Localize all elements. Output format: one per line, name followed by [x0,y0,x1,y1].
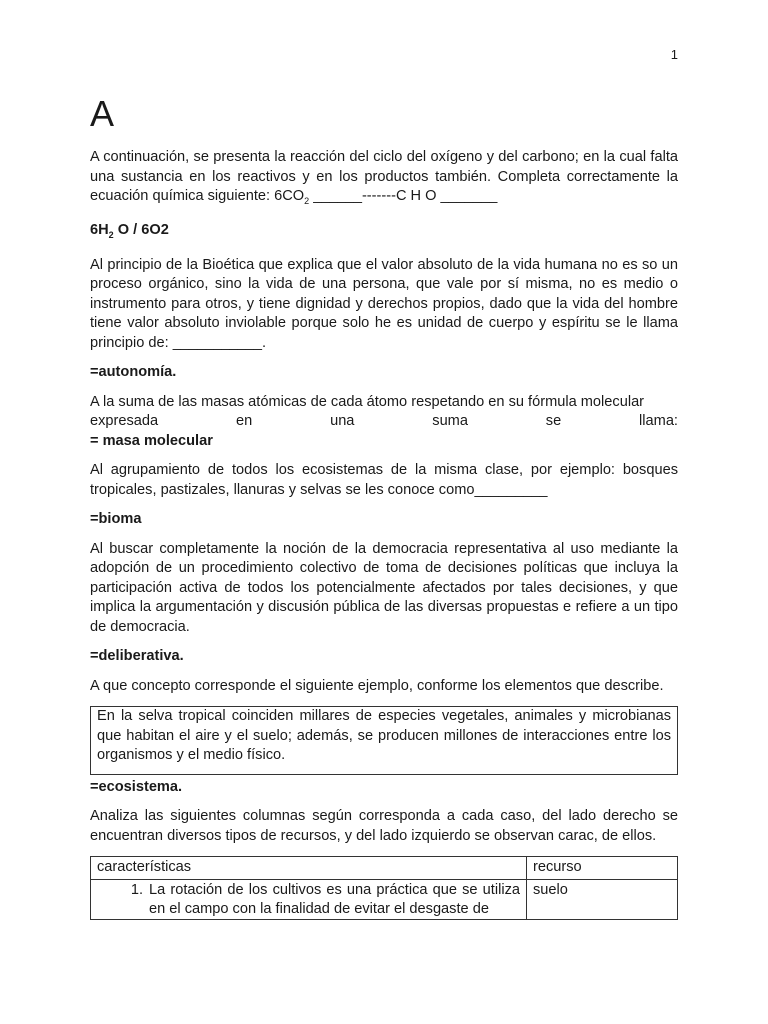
answer-6: =ecosistema. [90,778,183,795]
example-box [90,706,678,775]
answer-1-subscript: 2 [108,230,114,241]
table-header-row [91,857,678,880]
answer-1-part: 6H [90,222,109,239]
question-6: A que concepto corresponde el siguiente ejemplo, conforme los elementos que describe. [90,677,664,694]
answer-3: = masa molecular [90,432,213,449]
example-box-text: En la selva tropical coinciden millares de especies vegetales, animales y microbianas que habitan el aire y el suelo; además, se producen millones de interacciones entre los organismos y el medio físico. [97,708,671,764]
header-characteristics: características [91,857,527,880]
answer-1 [90,221,678,245]
item-text: La rotación de los cultivos es una práctica que se utiliza en el campo con la finalidad de evitar el desgaste de [149,881,520,918]
table-cell-characteristic [91,879,527,919]
list-item [97,881,520,918]
answer-5: =deliberativa. [90,648,184,665]
answer-1-part-2: O / 6O2 [113,222,169,239]
question-4: Al agrupamiento de todos los ecosistemas de la misma clase, por ejemplo: bosques tropicales, pastizales, llanuras y selvas se les conoce como_________ [90,462,678,498]
question-2: Al principio de la Bioética que explica que el valor absoluto de la vida humana no es so un proceso orgánico, sino la vida de una persona, que vale por sí misma, no es medio o instrumento para otros, y tiene dignidad y derechos propios, dado que la vida del hombre tiene valor absoluto inviolable porque solo he es unidad de cuerpo y espíritu se le llama principio de: ___________. [90,256,678,351]
subscript: 2 [304,195,310,206]
columns-table [90,856,678,920]
table-row [91,879,678,919]
item-number: 1. [130,881,143,898]
table-cell-resource: suelo [527,879,678,919]
question-5: Al buscar completamente la noción de la democracia representativa al uso mediante la adopción de un procedimiento colectivo de toma de decisiones políticas que incluya la participación activa de todos los potencialmente afectados por tales decisiones, y que implica la argumentación y discusión pública de las diversas propuestas e refiere a un tipo de democracia. [90,540,678,635]
page-content [90,92,678,920]
question-3-line-2: expresada en una suma se llama: [90,413,678,430]
question-7: Analiza las siguientes columnas según corresponda a cada caso, del lado derecho se encuentran diversos tipos de recursos, y del lado izquierdo se observan carac, de ellos. [90,808,678,844]
question-3-line-1: A la suma de las masas atómicas de cada átomo respetando en su fórmula molecular [90,393,645,410]
question-1-text: A continuación, se presenta la reacción del ciclo del oxígeno y del carbono; en la cual falta una sustancia en los reactivos y en los productos también. Completa correctamente la ecuación química siguiente: 6CO [90,149,678,204]
header-resource: recurso [527,857,678,880]
section-heading: A [90,93,115,134]
answer-2: =autonomía. [90,364,177,381]
question-1 [90,148,678,211]
answer-4: =bioma [90,511,142,528]
page-number: 1 [670,47,678,62]
question-1-blanks: ______-------C H O _______ [309,188,498,204]
